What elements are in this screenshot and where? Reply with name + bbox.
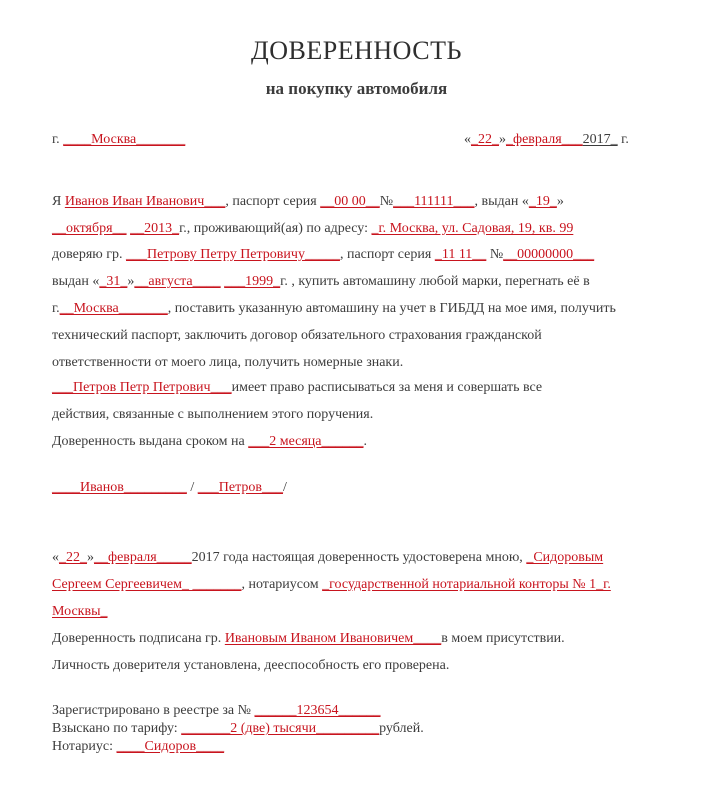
text: / — [282, 480, 287, 495]
body-line-5 — [52, 300, 672, 318]
notary-signature-name: ____Сидоров____ — [116, 739, 225, 754]
text: имеет право расписываться за меня и совершать все — [231, 380, 543, 395]
text: Взыскано по тарифу: — [52, 721, 182, 736]
agent-signature: ___Петров___ — [197, 480, 283, 495]
text: / — [186, 480, 198, 495]
text: в моем присутствии. — [441, 631, 565, 646]
text: г. , купить автомашину любой марки, перегнать её в — [280, 274, 590, 289]
principal-issue-month: __октября__ — [52, 221, 127, 236]
notary-office: _государственной нотариальной конторы № 1_г. — [322, 577, 611, 592]
header-date-line — [464, 131, 644, 149]
text: , паспорт серия — [225, 194, 321, 209]
notary-office-city: Москвы_ — [52, 604, 108, 619]
body-line-7: ответственности от моего лица, получить номерные знаки. — [52, 355, 404, 370]
principal-passport-number: ___111111___ — [393, 194, 475, 209]
text: , поставить указанную автомашину на учет в ГИБДД на мое имя, получить — [167, 301, 616, 316]
agent-issue-day: _31_ — [99, 274, 128, 289]
text: Нотариус: — [52, 739, 117, 754]
agent-passport-series: _11 11__ — [434, 247, 487, 262]
body-line-1 — [52, 193, 672, 211]
registry-line-3 — [52, 738, 672, 756]
text: № — [379, 194, 394, 209]
body-line-10 — [52, 433, 672, 451]
text: года настоящая доверенность удостоверена мною, — [219, 550, 527, 565]
text: , выдан « — [474, 194, 529, 209]
agent-name-dative: ___Петрову Петру Петровичу_____ — [126, 247, 340, 262]
text: Я — [52, 194, 65, 209]
text: № — [486, 247, 504, 262]
body-line-6: технический паспорт, заключить договор обязательного страхования гражданской — [52, 328, 542, 343]
text: рублей. — [379, 721, 424, 736]
date-mid: » — [499, 132, 506, 147]
body-line-2 — [52, 220, 672, 238]
principal-issue-year: __2013_ — [130, 221, 180, 236]
text: . — [363, 434, 367, 449]
text: Доверенность выдана сроком на — [52, 434, 249, 449]
agent-issue-year: ___1999_ — [224, 274, 281, 289]
signatures-line — [52, 479, 672, 497]
principal-issue-day: _19_ — [528, 194, 557, 209]
notary-name-part1: _Сидоровым — [526, 550, 604, 565]
notary-line-1 — [52, 549, 672, 567]
signer-name: Ивановым Иваном Ивановичем____ — [224, 631, 442, 646]
date-open: « — [464, 132, 471, 147]
text: Зарегистрировано в реестре за № — [52, 703, 255, 718]
agent-issue-month: __августа____ — [134, 274, 221, 289]
notary-line-5: Личность доверителя установлена, дееспособность его проверена. — [52, 658, 450, 673]
notary-line-3 — [52, 603, 672, 621]
registry-line-2 — [52, 720, 672, 738]
date-day: _22_ — [471, 132, 499, 147]
notary-month: __февраля_____ — [94, 550, 192, 565]
text: « — [52, 550, 59, 565]
notary-line-2 — [52, 576, 672, 594]
agent-passport-number: __00000000___ — [503, 247, 595, 262]
text: выдан « — [52, 274, 100, 289]
registry-number: ______123654______ — [254, 703, 381, 718]
document-subtitle: на покупку автомобиля — [265, 79, 448, 98]
city-value: ____Москва_______ — [63, 132, 186, 147]
body-line-9: действия, связанные с выполнением этого поручения. — [52, 407, 374, 422]
body-line-3 — [52, 246, 672, 264]
body-line-8 — [52, 379, 672, 397]
text: » — [556, 194, 564, 209]
notary-line-4 — [52, 630, 672, 648]
city-prefix: г. — [52, 132, 64, 147]
validity-term: ___2 месяца______ — [248, 434, 364, 449]
text: » — [127, 274, 135, 289]
text: г. — [52, 301, 60, 316]
text: , нотариусом — [241, 577, 323, 592]
principal-signature: ____Иванов_________ — [52, 480, 187, 495]
document-title: ДОВЕРЕННОСТЬ — [251, 36, 462, 65]
text: » — [87, 550, 94, 565]
principal-name: Иванов Иван Иванович___ — [64, 194, 226, 209]
body-line-4 — [52, 273, 672, 291]
agent-name: ___Петров Петр Петрович___ — [52, 380, 232, 395]
notary-year: 2017 — [191, 550, 220, 565]
date-year: 2017_ — [582, 132, 618, 147]
principal-address: _г. Москва, ул. Садовая, 19, кв. 99 — [371, 221, 574, 236]
date-month: _февраля___ — [506, 132, 583, 147]
tariff-amount: _______2 (две) тысячи_________ — [181, 721, 380, 736]
registry-line-1 — [52, 702, 672, 720]
text: Доверенность подписана гр. — [52, 631, 225, 646]
date-suffix: г. — [617, 132, 629, 147]
text: доверяю гр. — [52, 247, 127, 262]
principal-passport-series: __00 00__ — [320, 194, 380, 209]
notary-day: _22_ — [59, 550, 87, 565]
registration-city: __Москва_______ — [59, 301, 168, 316]
notary-name-part2: Сергеем Сергеевичем_ _______ — [52, 577, 242, 592]
text: г., проживающий(ая) по адресу: — [179, 221, 372, 236]
text: , паспорт серия — [339, 247, 435, 262]
